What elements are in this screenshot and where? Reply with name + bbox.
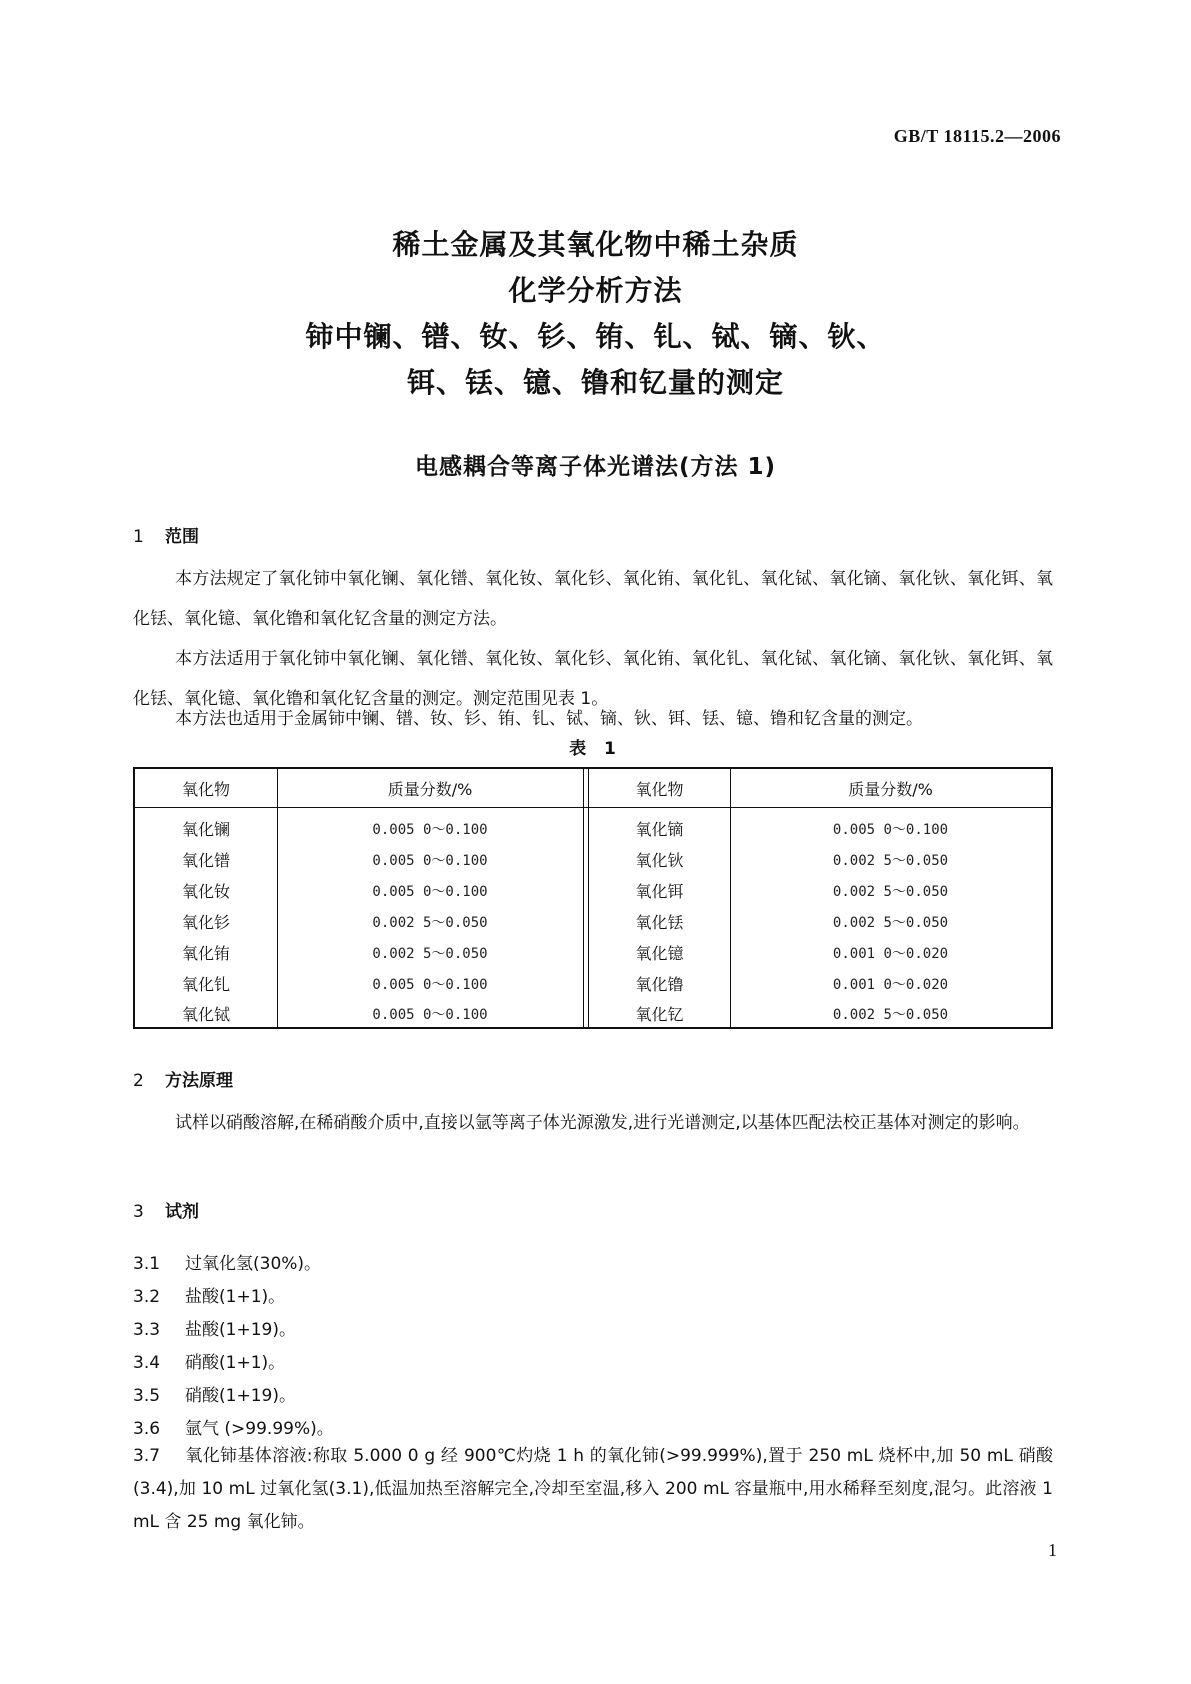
table-header-fraction-right: 质量分数/% bbox=[848, 780, 933, 799]
section-1-paragraph-2: 本方法适用于氧化铈中氧化镧、氧化镨、氧化钕、氧化钐、氧化铕、氧化钆、氧化铽、氧化镝、氧化钬、氧化铒、氧化铥、氧化镱、氧化镥和氧化钇含量的测定。测定范围见表 1。 bbox=[133, 649, 1053, 709]
section-3-title: 试剂 bbox=[165, 1202, 199, 1222]
table-cell-range: 0.002 5～0.050 bbox=[372, 946, 488, 962]
table-cell-range: 0.005 0～0.100 bbox=[372, 853, 488, 869]
table-cell-range: 0.002 5～0.050 bbox=[832, 853, 949, 869]
table-cell-range: 0.002 5～0.050 bbox=[372, 915, 488, 931]
reagent-number: 3.6 bbox=[133, 1419, 161, 1439]
table-cell-range: 0.002 5～0.050 bbox=[832, 884, 949, 900]
reagent-number: 3.7 bbox=[133, 1446, 161, 1466]
section-2-paragraph: 试样以硝酸溶解,在稀硝酸介质中,直接以氩等离子体光源激发,进行光谱测定,以基体匹配法校正基体对测定的影响。 bbox=[175, 1113, 1030, 1133]
page-number: 1 bbox=[1048, 1540, 1057, 1560]
table-header-rule bbox=[135, 807, 1051, 808]
reagent-number: 3.5 bbox=[133, 1386, 161, 1406]
document-code: GB/T 18115.2—2006 bbox=[893, 126, 1061, 146]
table-cell-oxide: 氧化镨 bbox=[181, 851, 230, 870]
table-cell-range: 0.001 0～0.020 bbox=[832, 977, 949, 993]
section-1-number: 1 bbox=[133, 527, 144, 547]
reagent-item-3-7 bbox=[133, 1440, 1053, 1539]
method-subtitle: 电感耦合等离子体光谱法(方法 1) bbox=[414, 454, 777, 480]
section-3-heading bbox=[133, 1197, 199, 1222]
title-line-4: 铒、铥、镱、镥和钇量的测定 bbox=[406, 366, 784, 399]
table-caption: 表 1 bbox=[569, 739, 622, 759]
range-table bbox=[133, 767, 1053, 1029]
reagent-text: 氧化铈基体溶液:称取 5.000 0 g 经 900℃灼烧 1 h 的氧化铈(>99.999%),置于 250 mL 烧杯中,加 50 mL 硝酸(3.4),加 10 mL 过氧化氢(3.1),低温加热至溶解完全,冷却至室温,移入 200 mL 容量瓶中,用水稀释至刻度,混匀。此溶液 1 mL 含 25 mg 氧化铈。 bbox=[133, 1446, 1053, 1532]
title-line-1: 稀土金属及其氧化物中稀土杂质 bbox=[392, 228, 799, 261]
table-cell-range: 0.001 0～0.020 bbox=[832, 946, 949, 962]
table-cell-oxide: 氧化镧 bbox=[181, 820, 230, 839]
table-cell-range: 0.005 0～0.100 bbox=[372, 1007, 488, 1023]
document-title bbox=[0, 222, 1191, 406]
section-1-paragraph-1: 本方法规定了氧化铈中氧化镧、氧化镨、氧化钕、氧化钐、氧化铕、氧化钆、氧化铽、氧化镝、氧化钬、氧化铒、氧化铥、氧化镱、氧化镥和氧化钇含量的测定方法。 bbox=[133, 569, 1053, 629]
table-cell-range: 0.002 5～0.050 bbox=[832, 915, 949, 931]
table-cell-oxide: 氧化铽 bbox=[181, 1005, 230, 1024]
reagent-item bbox=[133, 1315, 296, 1340]
section-1-heading bbox=[133, 522, 199, 547]
reagent-item bbox=[133, 1348, 285, 1373]
reagent-number: 3.1 bbox=[133, 1254, 161, 1274]
table-cell-oxide: 氧化钬 bbox=[635, 851, 684, 870]
section-2-heading bbox=[133, 1066, 233, 1091]
table-cell-oxide: 氧化镝 bbox=[635, 820, 684, 839]
reagent-text: 盐酸(1+1)。 bbox=[185, 1287, 286, 1307]
reagent-item bbox=[133, 1381, 296, 1406]
table-header-oxide-right: 氧化物 bbox=[635, 780, 684, 799]
table-cell-oxide: 氧化铥 bbox=[635, 913, 684, 932]
reagent-item bbox=[133, 1414, 334, 1439]
table-cell-range: 0.005 0～0.100 bbox=[372, 977, 488, 993]
reagent-number: 3.4 bbox=[133, 1353, 161, 1373]
table-header-oxide-left: 氧化物 bbox=[181, 780, 230, 799]
table-cell-range: 0.005 0～0.100 bbox=[832, 822, 949, 838]
table-cell-oxide: 氧化钕 bbox=[181, 882, 230, 901]
title-line-3: 铈中镧、镨、钕、钐、铕、钆、铽、镝、钬、 bbox=[305, 320, 886, 353]
reagent-text: 过氧化氢(30%)。 bbox=[185, 1254, 322, 1274]
table-cell-range: 0.005 0～0.100 bbox=[372, 884, 488, 900]
reagent-number: 3.2 bbox=[133, 1287, 161, 1307]
table-cell-oxide: 氧化镥 bbox=[635, 975, 684, 994]
section-2-number: 2 bbox=[133, 1071, 144, 1091]
reagent-text: 氩气 (>99.99%)。 bbox=[185, 1419, 334, 1439]
reagent-text: 硝酸(1+19)。 bbox=[185, 1386, 296, 1406]
table-cell-oxide: 氧化钆 bbox=[181, 975, 230, 994]
table-cell-range: 0.002 5～0.050 bbox=[832, 1007, 949, 1023]
reagent-text: 盐酸(1+19)。 bbox=[185, 1320, 296, 1340]
table-cell-oxide: 氧化钇 bbox=[635, 1005, 684, 1024]
title-line-2: 化学分析方法 bbox=[508, 274, 683, 307]
section-2-title: 方法原理 bbox=[165, 1071, 233, 1091]
reagent-item bbox=[133, 1249, 321, 1274]
table-cell-range: 0.005 0～0.100 bbox=[372, 822, 488, 838]
reagent-number: 3.3 bbox=[133, 1320, 161, 1340]
section-3-number: 3 bbox=[133, 1202, 144, 1222]
table-header-fraction-left: 质量分数/% bbox=[387, 780, 473, 799]
section-1-paragraph-3: 本方法也适用于金属铈中镧、镨、钕、钐、铕、钆、铽、镝、钬、铒、铥、镱、镥和钇含量的测定。 bbox=[175, 709, 923, 729]
reagent-text: 硝酸(1+1)。 bbox=[185, 1353, 286, 1373]
reagent-item bbox=[133, 1282, 285, 1307]
table-cell-oxide: 氧化镱 bbox=[635, 944, 684, 963]
table-cell-oxide: 氧化钐 bbox=[181, 913, 230, 932]
section-1-title: 范围 bbox=[165, 527, 199, 547]
table-cell-oxide: 氧化铕 bbox=[181, 944, 230, 963]
table-cell-oxide: 氧化铒 bbox=[635, 882, 684, 901]
